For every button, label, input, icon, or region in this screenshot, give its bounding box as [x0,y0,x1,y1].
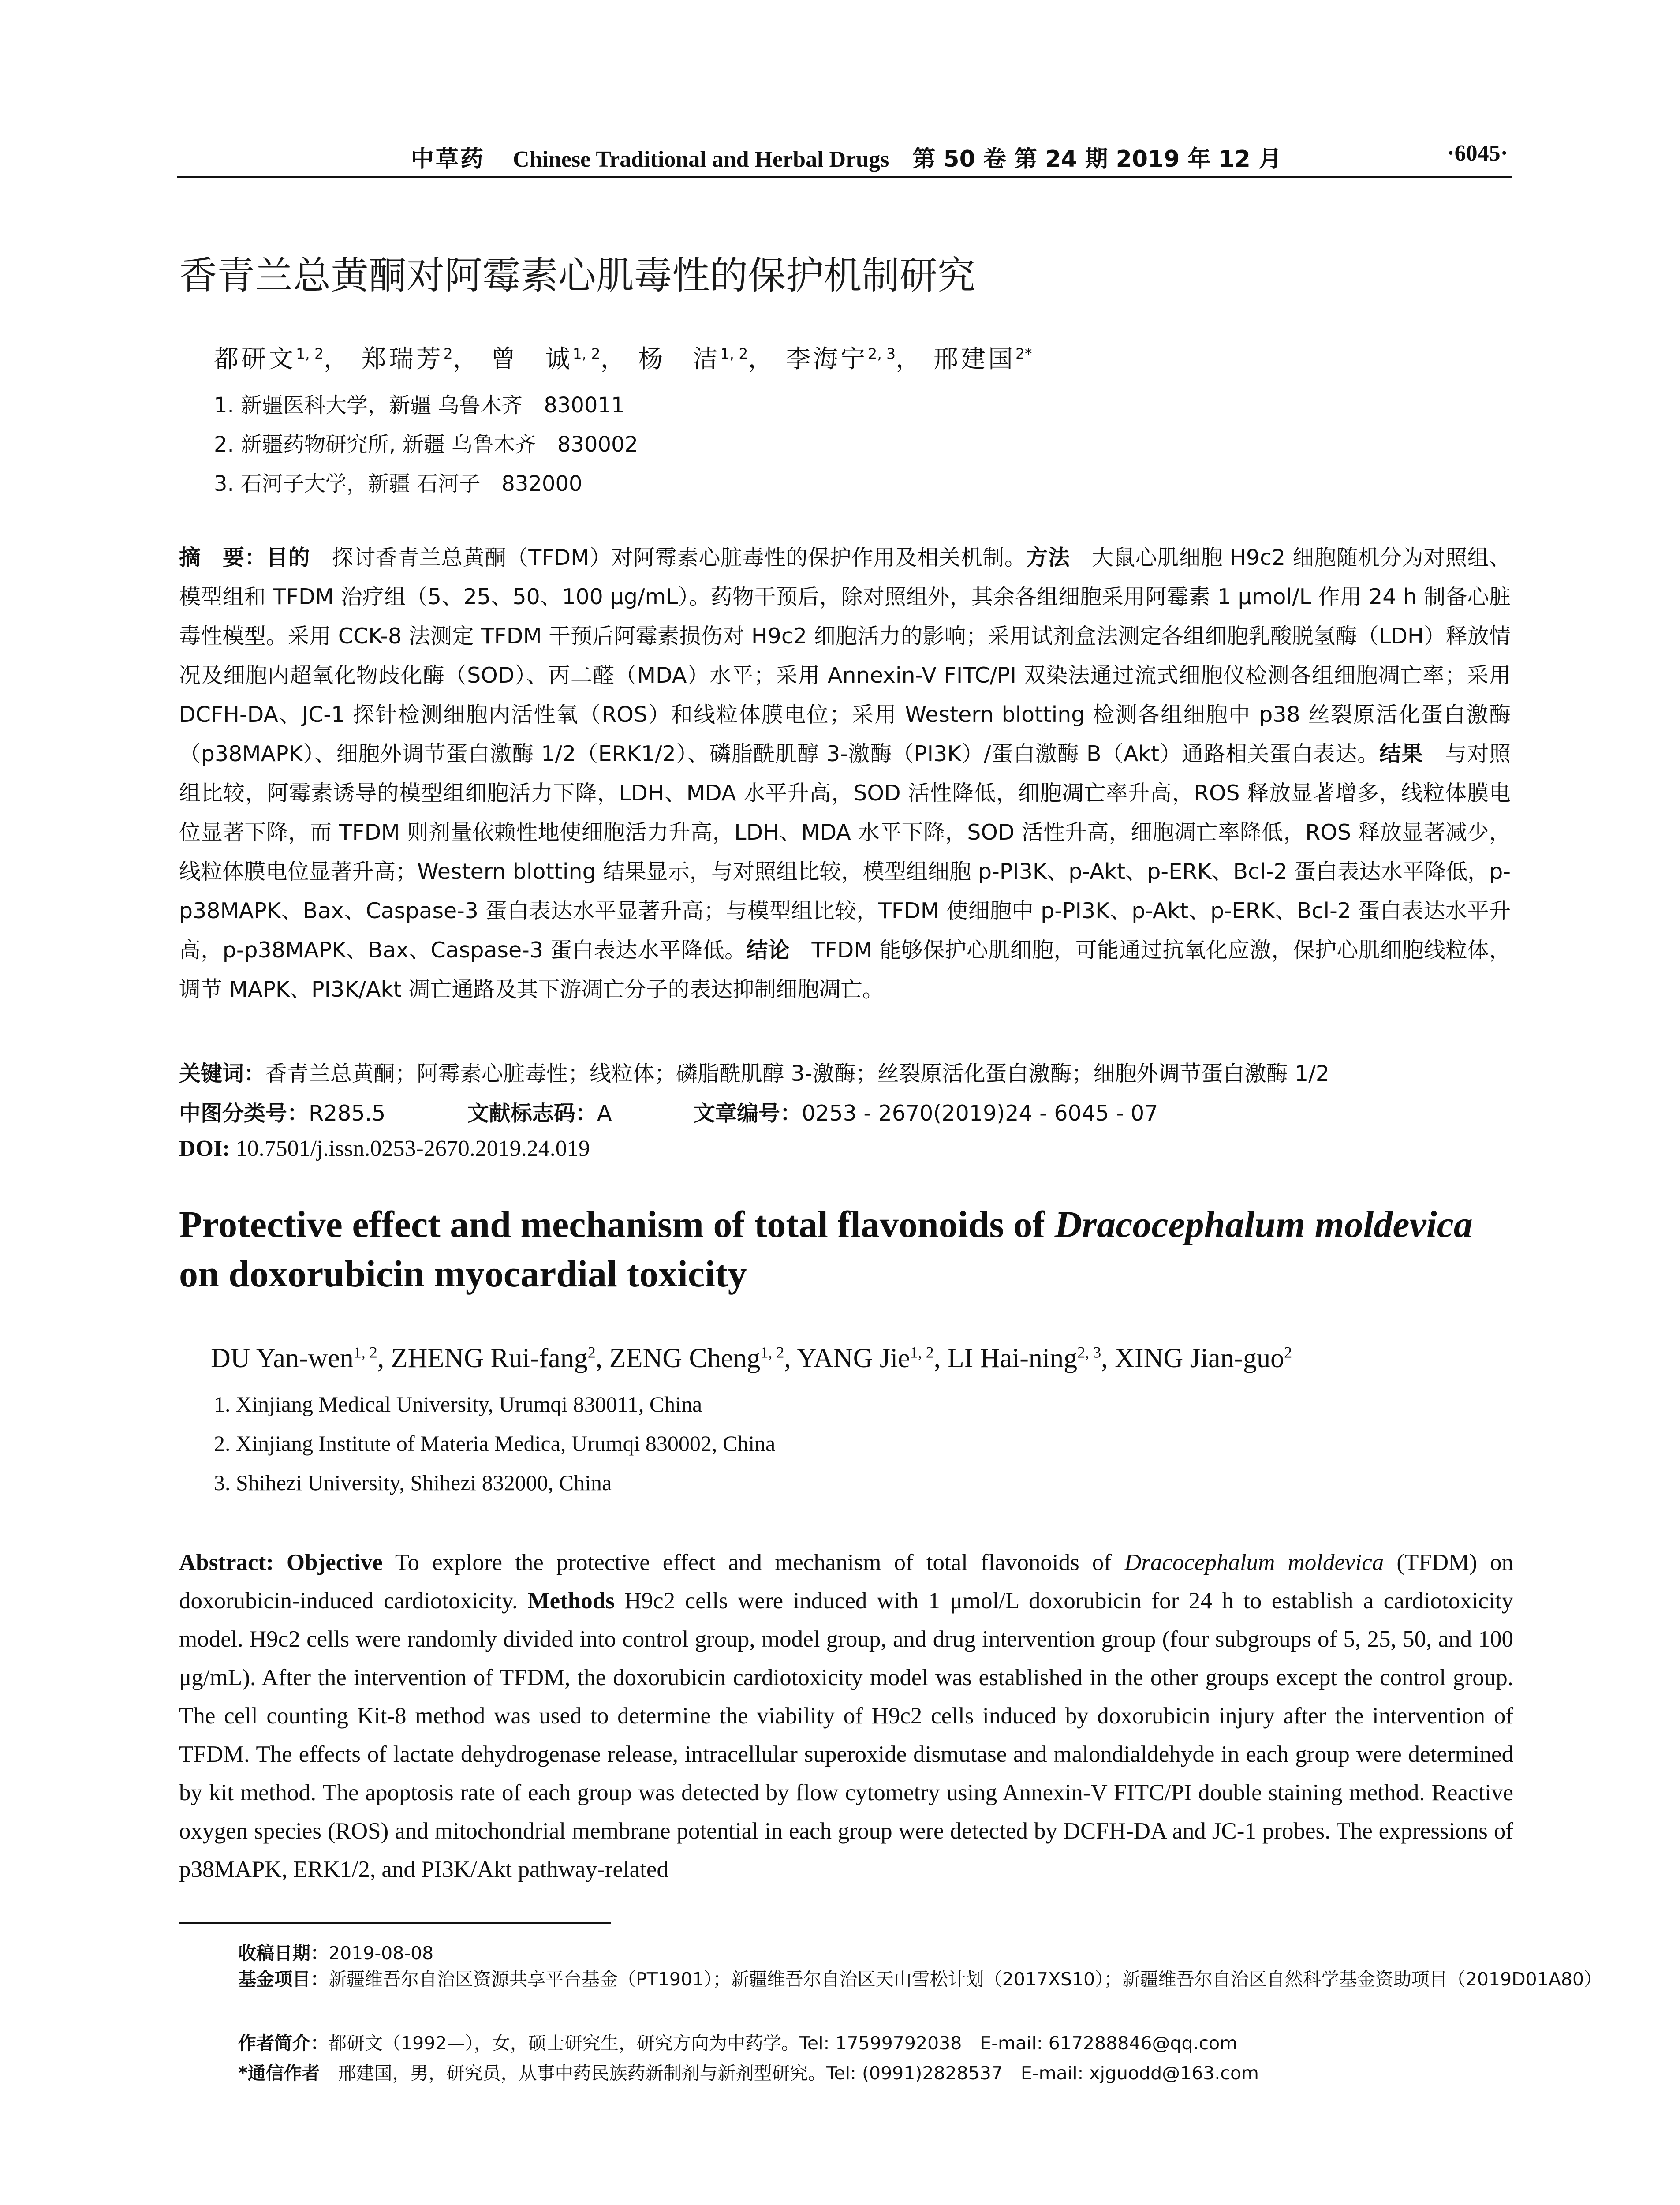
doc-code-value: A [597,1101,612,1126]
received-date: 2019-08-08 [329,1943,434,1964]
title-text: on doxorubicin myocardial toxicity [179,1252,747,1295]
author-affil-sup: 2* [1015,345,1032,363]
page-number: ·6045· [1447,141,1508,166]
methods-label: 方法 [1026,545,1070,570]
fund-label: 基金项目： [238,1969,329,1990]
author-name: 都研文 [214,345,296,374]
corresponding-text: 邢建国，男，研究员，从事中药民族药新制剂与新剂型研究。Tel: (0991)2828537 E-mail: xjguodd@163.com [320,2063,1259,2084]
received-label: 收稿日期： [238,1943,329,1964]
footnote-divider [179,1922,611,1924]
running-header [177,140,1512,178]
page-title-en [179,1200,1519,1298]
methods-text: 大鼠心肌细胞 H9c2 细胞随机分为对照组、模型组和 TFDM 治疗组（5、25、50、100 μg/mL）。药物干预后，除对照组外，其余各组细胞采用阿霉素 1 μmol/L 作用 24 h 制备心脏毒性模型。采用 CCK-8 法测定 TFDM 干预后阿霉素损伤对 H9c2 细胞活力的影响；采用试剂盒法测定各组细胞乳酸脱氢酶（LDH）释放情况及细胞内超氧化物歧化酶（SOD）、丙二醛（MDA）水平；采用 Annexin-V FITC/PI 双染法通过流式细胞仪检测各组细胞凋亡率；采用 DCFH-DA、JC-1 探针检测细胞内活性氧（ROS）和线粒体膜电位；采用 Western blotting 检测各组细胞中 p38 丝裂原活化蛋白激酶（p38MAPK）、细胞外调节蛋白激酶 1/2（ERK1/2）、磷脂酰肌醇 3-激酶（PI3K）/蛋白激酶 B（Akt）通路相关蛋白表达。 [179,545,1511,766]
author-name: 杨 洁 [638,345,721,374]
author-list-cn: 都研文$^{1, 2}$， 郑瑞芳$^2$， 曾 诚$^{1, 2}$， 杨 洁$^{1, 2}$， 李海宁$^{2, 3}$， 邢建国$^{2*}$ [214,345,1032,374]
doi-label: DOI: [179,1136,230,1161]
affiliation-cn: 1. 新疆医科大学，新疆 乌鲁木齐 830011 [214,393,625,418]
keywords: 香青兰总黄酮；阿霉素心脏毒性；线粒体；磷脂酰肌醇 3-激酶；丝裂原活化蛋白激酶；细胞外调节蛋白激酶 1/2 [265,1061,1329,1086]
page-title-cn: 香青兰总黄酮对阿霉素心肌毒性的保护机制研究 [179,254,975,298]
author-name: ZHENG Rui-fang [391,1343,588,1373]
author-name: YANG Jie [797,1343,910,1373]
author-name: 邢建国 [933,345,1015,374]
author-affil-sup: 2 [587,1343,596,1361]
abstract-label: 摘 要： [179,545,267,570]
author-name: XING Jian-guo [1115,1343,1284,1373]
author-affil-sup: 2, 3 [1077,1343,1101,1361]
methods-label: Methods [527,1588,615,1614]
footnote-author [238,2029,1237,2055]
keywords-line [179,1057,1329,1088]
author-name: 李海宁 [786,345,868,374]
classification-line [179,1096,1158,1127]
author-affil-sup: 1, 2 [760,1343,784,1361]
corresponding-label: *通信作者 [238,2063,320,2084]
author-name: 曾 诚 [490,345,573,374]
affiliation-en: 2. Xinjiang Institute of Materia Medica, Urumqi 830002, China [214,1431,776,1456]
author-name: ZENG Cheng [609,1343,761,1373]
objective-text: To explore the protective effect and mechanism of total flavonoids of [382,1550,1124,1575]
fund-text: 新疆维吾尔自治区资源共享平台基金（PT1901）；新疆维吾尔自治区天山雪松计划（2017XS10）；新疆维吾尔自治区自然科学基金资助项目（2019D01A80） [329,1969,1602,1990]
author-affil-sup: 2, 3 [868,345,896,363]
objective-text: (TFDM) on doxorubicin-induced cardiotoxicity. [179,1550,1513,1614]
author-affil-sup: 2 [1284,1343,1292,1361]
affiliation-cn: 2. 新疆药物研究所, 新疆 乌鲁木齐 830002 [214,432,638,457]
footnote-fund [238,1967,1621,1992]
title-text: Protective effect and mechanism of total flavonoids of [179,1203,1055,1245]
conclusion-label: 结论 [746,938,790,963]
footnote-corresponding [238,2059,1259,2085]
author-name: LI Hai-ning [947,1343,1078,1373]
author-affil-sup: 2 [443,345,453,363]
conclusion-text: TFDM 能够保护心肌细胞，可能通过抗氧化应激，保护心肌细胞线粒体，调节 MAPK、PI3K/Akt 凋亡通路及其下游凋亡分子的表达抑制细胞凋亡。 [179,938,1511,1002]
author-affil-sup: 1, 2 [353,1343,377,1361]
results-label: 结果 [1379,741,1423,766]
objective-label: 目的 [266,545,310,570]
methods-text: H9c2 cells were induced with 1 μmol/L doxorubicin for 24 h to establish a cardiotoxicity model. H9c2 cells were randomly divided into control group, model group, and drug intervention group (four subgroups of 5, 25, 50, and 100 μg/mL). After the intervention of TFDM, the doxorubicin cardiotoxicity model was established in the other groups except the control group. The cell counting Kit-8 method was used to determine the viability of H9c2 cells induced by doxorubicin injury after the intervention of TFDM. The effects of lactate dehydrogenase release, intracellular superoxide dismutase and malondialdehyde in each group were determined by kit method. The apoptosis rate of each group was detected by flow cytometry using Annexin-V FITC/PI double staining method. Reactive oxygen species (ROS) and mitochondrial membrane potential in each group were detected by DCFH-DA and JC-1 probes. The expressions of p38MAPK, ERK1/2, and PI3K/Akt pathway-related [179,1588,1514,1882]
objective-text: 探讨香青兰总黄酮（TFDM）对阿霉素心脏毒性的保护作用及相关机制。 [310,545,1027,570]
author-affil-sup: 1, 2 [720,345,748,363]
author-bio: 都研文（1992—），女，硕士研究生，研究方向为中药学。Tel: 17599792038 E-mail: 617288846@qq.com [329,2033,1238,2054]
objective-species: Dracocephalum moldevica [1124,1550,1384,1575]
abstract-en [179,1544,1513,1889]
abstract-cn [179,538,1511,1009]
journal-header [411,140,1281,173]
article-no-value: 0253 - 2670(2019)24 - 6045 - 07 [802,1101,1158,1126]
title-species: Dracocephalum moldevica [1054,1203,1473,1245]
affiliation-cn: 3. 石河子大学，新疆 石河子 832000 [214,471,582,496]
author-bio-label: 作者简介： [238,2033,329,2054]
author-affil-sup: 1, 2 [910,1343,934,1361]
author-affil-sup: 1, 2 [572,345,601,363]
keywords-label: 关键词： [179,1061,266,1086]
doi-value: 10.7501/j.issn.0253-2670.2019.24.019 [235,1136,590,1161]
author-affil-sup: 1, 2 [296,345,324,363]
journal-name-en: Chinese Traditional and Herbal Drugs [513,147,889,172]
clc-value: R285.5 [309,1101,386,1126]
footnote-received [238,1939,433,1965]
journal-issue: 第 50 卷 第 24 期 2019 年 12 月 [912,146,1282,172]
journal-name-cn: 中草药 [411,146,485,172]
affiliation-en: 3. Shihezi University, Shihezi 832000, China [214,1470,612,1495]
author-name: DU Yan-wen [211,1343,354,1373]
doc-code-label: 文献标志码： [467,1101,597,1126]
doi-line [179,1136,590,1162]
clc-label: 中图分类号： [179,1101,309,1126]
abstract-objective-label: Abstract: Objective [179,1550,383,1575]
article-no-label: 文章编号： [694,1101,802,1126]
affiliation-en: 1. Xinjiang Medical University, Urumqi 830011, China [214,1392,702,1416]
author-list-en: DU Yan-wen$^{1, 2}$, ZHENG Rui-fang$^2$, ZENG Cheng$^{1, 2}$, YANG Jie$^{1, 2}$, LI Hai-ning$^{2, 3}$, XING Jian-guo$^2$ [211,1343,1292,1373]
author-name: 郑瑞芳 [361,345,444,374]
results-text: 与对照组比较，阿霉素诱导的模型组细胞活力下降，LDH、MDA 水平升高，SOD 活性降低，细胞凋亡率升高，ROS 释放显著增多，线粒体膜电位显著下降，而 TFDM 则剂量依赖性地使细胞活力升高，LDH、MDA 水平下降，SOD 活性升高，细胞凋亡率降低，ROS 释放显著减少，线粒体膜电位显著升高；Western blotting 结果显示，与对照组比较，模型组细胞 p-PI3K、p-Akt、p-ERK、Bcl-2 蛋白表达水平降低，p-p38MAPK、Bax、Caspase-3 蛋白表达水平显著升高；与模型组比较，TFDM 使细胞中 p-PI3K、p-Akt、p-ERK、Bcl-2 蛋白表达水平升高，p-p38MAPK、Bax、Caspase-3 蛋白表达水平降低。 [179,741,1511,963]
